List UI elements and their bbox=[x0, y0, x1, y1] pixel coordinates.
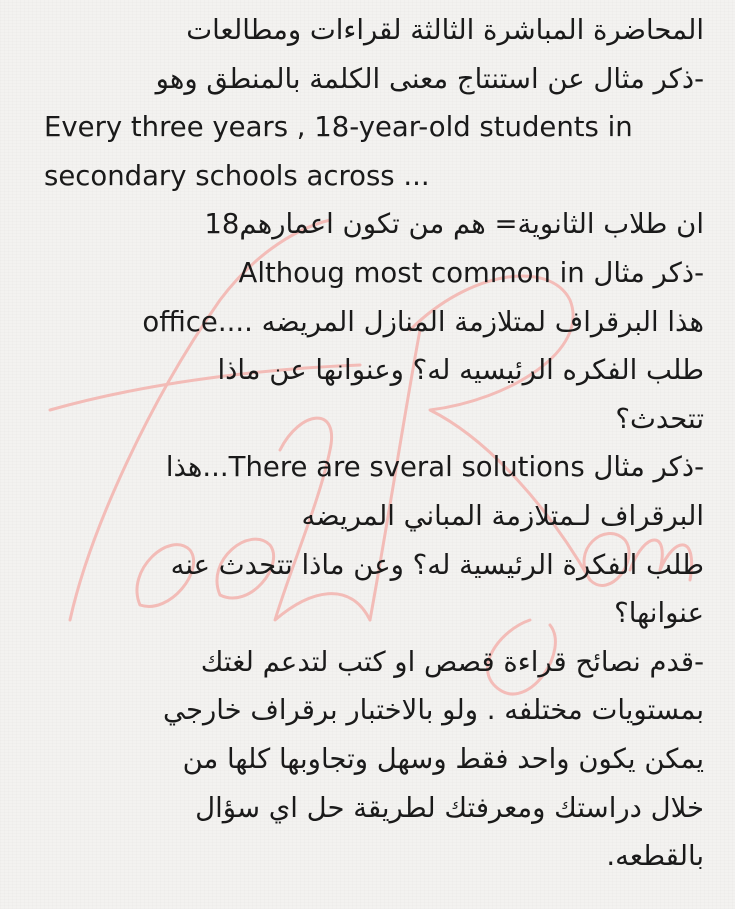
note-line-text: طلب الفكرة الرئيسية له؟ وعن ماذا تتحدث عنه bbox=[170, 548, 704, 581]
note-line-text: تتحدث؟ bbox=[615, 402, 704, 435]
note-line-text: طلب الفكره الرئيسيه له؟ وعنوانها عن ماذا bbox=[217, 354, 704, 387]
note-line bbox=[44, 249, 704, 298]
note-line-text: بمستويات مختلفه . ولو بالاختبار برقراف خارجي bbox=[163, 694, 704, 727]
note-text bbox=[44, 6, 704, 901]
note-line bbox=[44, 443, 704, 492]
note-line bbox=[44, 152, 704, 201]
note-line-text: ان طلاب الثانوية= هم من تكون اعمارهم18 bbox=[204, 208, 704, 241]
note-line bbox=[44, 200, 704, 249]
note-line bbox=[44, 55, 704, 104]
note-line-text: المحاضرة المباشرة الثالثة لقراءات ومطالعات bbox=[186, 14, 704, 46]
note-line bbox=[44, 735, 704, 784]
note-line bbox=[44, 6, 704, 55]
note-line bbox=[44, 832, 704, 881]
note-line-text: البرقراف لـمتلازمة المباني المريضه bbox=[301, 499, 704, 532]
note-line bbox=[44, 103, 704, 152]
note-line-text: -ذكر مثال عن استنتاج معنى الكلمة بالمنطق وهو bbox=[155, 62, 704, 95]
note-line bbox=[44, 784, 704, 833]
note-line-text: -قدم نصائح قراءة قصص او كتب لتدعم لغتك bbox=[200, 645, 704, 678]
note-line bbox=[44, 298, 704, 347]
note-line bbox=[44, 395, 704, 444]
note-line-text: office.... هذا البرقراف لمتلازمة المنازل المريضه bbox=[142, 305, 704, 338]
note-line bbox=[44, 492, 704, 541]
note-line bbox=[44, 686, 704, 735]
note-line bbox=[44, 589, 704, 638]
note-line bbox=[44, 541, 704, 590]
note-line bbox=[44, 638, 704, 687]
note-line-text: بالقطعه. bbox=[606, 840, 704, 873]
note-line-text: عنوانها؟ bbox=[614, 597, 704, 630]
note-line-text: Every three years , 18-year-old students in bbox=[44, 111, 633, 144]
note-line bbox=[44, 346, 704, 395]
note-line-text: يمكن يكون واحد فقط وسهل وتجاوبها كلها من bbox=[182, 742, 704, 775]
note-line-text: خلال دراستك ومعرفتك لطريقة حل اي سؤال bbox=[195, 791, 704, 824]
note-line-text: -ذكر مثال There are sveral solutions...هذا bbox=[165, 451, 704, 484]
note-line-text: -ذكر مثال Althoug most common in bbox=[238, 256, 704, 289]
note-line-text: secondary schools across ... bbox=[44, 159, 430, 192]
